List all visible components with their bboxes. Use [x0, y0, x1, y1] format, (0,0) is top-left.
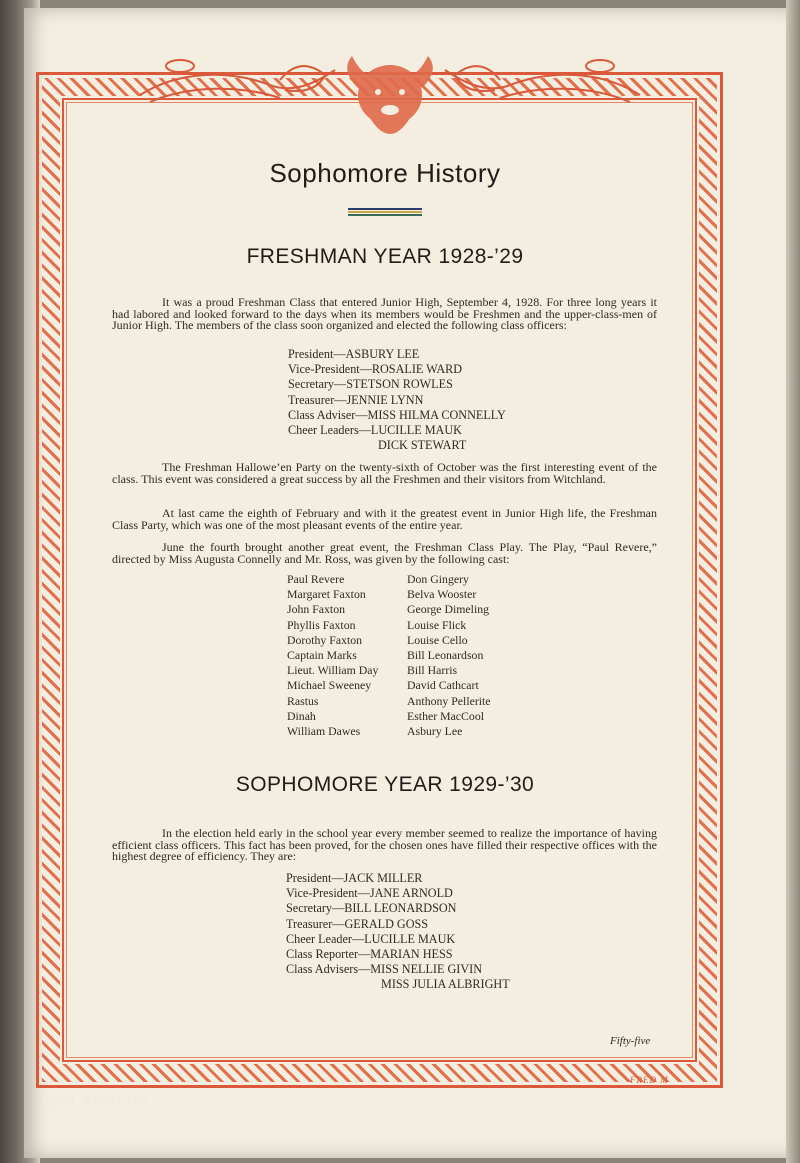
- cast-row: Phyllis Faxton Louise Flick: [287, 617, 467, 632]
- page-edge: [786, 0, 800, 1163]
- page-title: Sophomore History: [269, 158, 501, 188]
- freshman-officers-list: [288, 347, 506, 453]
- officer-line: President—JACK MILLER: [286, 871, 423, 885]
- archive-watermark: USGW Archives: [42, 1094, 149, 1108]
- play-cast-list: [287, 572, 491, 739]
- officer-line: President—ASBURY LEE: [288, 347, 420, 361]
- freshman-heading: FRESHMAN YEAR 1928-’29: [246, 245, 524, 268]
- cast-row: Captain Marks Bill Leonardson: [287, 648, 484, 663]
- cast-row: Margaret Faxton Belva Wooster: [287, 587, 477, 602]
- officer-line: Class Reporter—MARIAN HESS: [286, 947, 453, 962]
- officer-line: Secretary—BILL LEONARDSON: [286, 901, 457, 916]
- officer-line: Class Adviser—MISS HILMA CONNELLY: [288, 407, 506, 422]
- officer-line: Secretary—STETSON ROWLES: [288, 377, 453, 392]
- title-divider: [348, 208, 422, 216]
- page-number: Fifty-five: [610, 1035, 651, 1047]
- cast-row: Lieut. William Day Bill Harris: [287, 663, 458, 678]
- cast-row: Rastus Anthony Pellerite: [287, 693, 491, 708]
- officer-line: Vice-President—ROSALIE WARD: [288, 362, 463, 377]
- officer-line: Class Advisers—MISS NELLIE GIVIN: [286, 962, 483, 977]
- cast-row: Michael Sweeney David Cathcart: [287, 678, 479, 693]
- officer-line: DICK STEWART: [378, 438, 467, 453]
- officer-line: MISS JULIA ALBRIGHT: [381, 977, 510, 992]
- officer-line: Treasurer—JENNIE LYNN: [288, 392, 424, 407]
- officer-line: Cheer Leaders—LUCILLE MAUK: [288, 423, 462, 438]
- hallowe-en-party-paragraph: The Freshman Hallowe’en Party on the twenty-sixth of October was the first interesting event of the class. This event was considered a great success by all the Freshmen and their visitors from Witchland.: [112, 460, 657, 486]
- sophomore-intro-paragraph: In the election held early in the school year every member seemed to realize the importance of having efficient class officers. This fact has been proved, for the chosen ones have filled their respective offices with the highest degree of efficiency. They are:: [112, 826, 657, 863]
- cast-row: William Dawes Asbury Lee: [287, 724, 463, 739]
- buffalo-head-ornament: [120, 40, 660, 150]
- class-play-paragraph: June the fourth brought another great event, the Freshman Class Play. The Play, “Paul Revere,” directed by Miss Augusta Connelly and Mr. Ross, was given by the following cast:: [112, 540, 657, 566]
- freshman-intro-paragraph: It was a proud Freshman Class that entered Junior High, September 4, 1928. For three long years it had labored and looked forward to the days when its members would be Freshmen and the upper-class-men of Junior High. The members of the class soon organized and elected the following class officers:: [112, 295, 657, 332]
- sophomore-heading: SOPHOMORE YEAR 1929-’30: [235, 773, 535, 796]
- sophomore-officers-list: [286, 871, 510, 993]
- officer-line: Vice-President—JANE ARNOLD: [286, 886, 453, 901]
- cast-row: Paul Revere Don Gingery: [287, 572, 469, 586]
- artist-signature: FRED M: [630, 1075, 669, 1085]
- february-party-paragraph: At last came the eighth of February and with it the greatest event in Junior High life, the Freshman Class Party, which was one of the most pleasant events of the entire year.: [112, 506, 657, 532]
- officer-line: Treasurer—GERALD GOSS: [286, 916, 429, 931]
- cast-row: Dorothy Faxton Louise Cello: [287, 632, 468, 647]
- cast-row: John Faxton George Dimeling: [287, 602, 490, 617]
- officer-line: Cheer Leader—LUCILLE MAUK: [286, 931, 456, 946]
- cast-row: Dinah Esther MacCool: [287, 708, 484, 723]
